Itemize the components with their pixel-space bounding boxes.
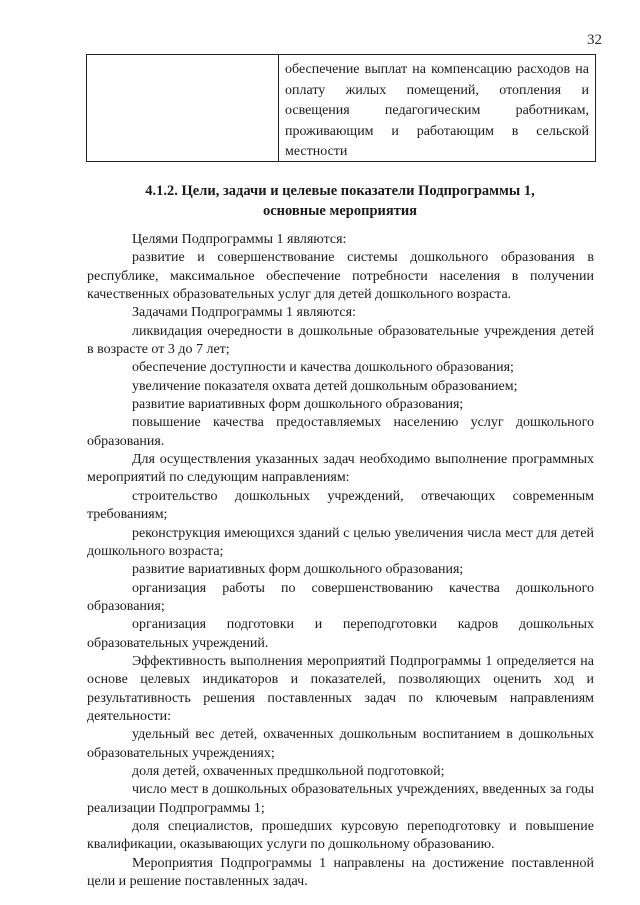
paragraph: строительство дошкольных учреждений, отвечающих современным требованиям; xyxy=(87,488,594,523)
paragraph: Мероприятия Подпрограммы 1 направлены на достижение поставленной цели и решение поставленных задач. xyxy=(87,855,594,890)
paragraph: Эффективность выполнения мероприятий Подпрограммы 1 определяется на основе целевых индикаторов и показателей, позволяющих оценить ход и результативность решения поставленных задач по ключевым направлениям деятельности: xyxy=(87,653,594,724)
paragraph: Целями Подпрограммы 1 являются: xyxy=(132,232,347,247)
paragraph: реконструкция имеющихся зданий с целью увеличения числа мест для детей дошкольного возраста; xyxy=(87,525,594,559)
paragraph: Задачами Подпрограммы 1 являются: xyxy=(132,305,356,321)
continuation-table xyxy=(86,54,596,162)
body-text xyxy=(87,231,594,891)
paragraph: организация работы по совершенствованию качества дошкольного образования; xyxy=(87,580,594,614)
paragraph: увеличение показателя охвата детей дошкольным образованием; xyxy=(132,378,518,394)
table-cell-empty xyxy=(87,55,279,161)
paragraph: доля специалистов, прошедших курсовую переподготовку и повышение квалификации, оказывающих услуги по дошкольному образованию. xyxy=(87,819,594,853)
paragraph: доля детей, охваченных предшкольной подготовкой; xyxy=(132,763,445,779)
paragraph: повышение качества предоставляемых населению услуг дошкольного образования. xyxy=(87,415,594,449)
paragraph: ликвидация очередности в дошкольные образовательные учреждения детей в возрасте от 3 до 7 лет; xyxy=(87,323,594,358)
section-heading-line-1: 4.1.2. Цели, задачи и целевые показатели Подпрограммы 1, xyxy=(145,183,535,199)
paragraph: развитие и совершенствование системы дошкольного образования в республике, максимальное обеспечение потребности населения в получении качественных образовательных услуг для детей дошкольного возраста. xyxy=(87,250,594,303)
paragraph: обеспечение доступности и качества дошкольного образования; xyxy=(132,360,514,376)
paragraph: число мест в дошкольных образовательных учреждениях, введенных за годы реализации Подпрограммы 1; xyxy=(87,782,594,816)
section-heading-line-2: основные мероприятия xyxy=(262,203,418,219)
table-cell-text: обеспечение выплат на компенсацию расходов на оплату жилых помещений, отопления и освещения педагогическим работникам, проживающим и работающим в сельской местности xyxy=(285,62,589,159)
paragraph: организация подготовки и переподготовки кадров дошкольных образовательных учреждений. xyxy=(87,617,594,651)
paragraph: развитие вариативных форм дошкольного образования; xyxy=(132,397,464,413)
paragraph: Для осуществления указанных задач необходимо выполнение программных мероприятий по следующим направлениям: xyxy=(87,452,594,486)
paragraph: удельный вес детей, охваченных дошкольным воспитанием в дошкольных образовательных учреждениях; xyxy=(87,727,594,761)
page-number: 32 xyxy=(587,32,602,48)
paragraph: развитие вариативных форм дошкольного образования; xyxy=(132,562,464,578)
section-heading xyxy=(90,181,590,221)
